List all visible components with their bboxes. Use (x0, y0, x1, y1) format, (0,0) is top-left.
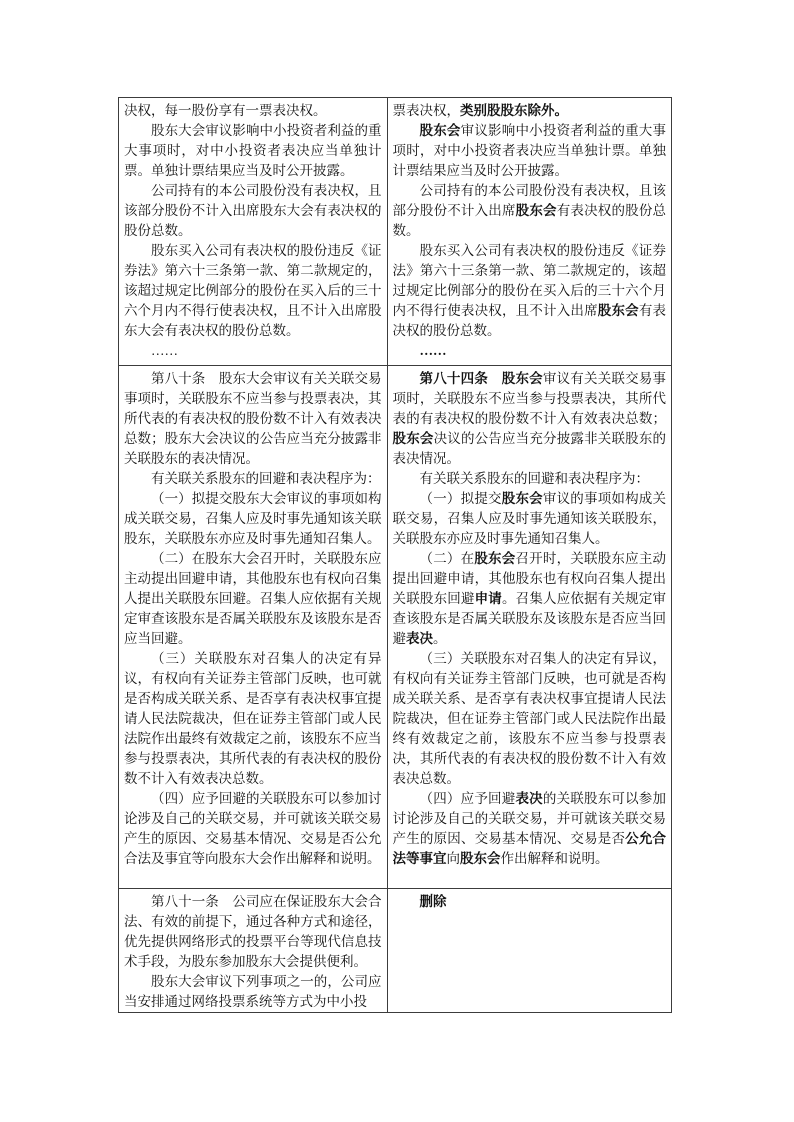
revised-text-segment: 类别股股东除外。 (460, 103, 569, 118)
revised-text-segment: 股东会 (392, 431, 434, 446)
clause-paragraph (393, 789, 666, 869)
revised-text-segment: 股东会 (474, 551, 516, 566)
text-segment: 有关联关系股东的回避和表决程序为： (151, 471, 381, 486)
text-segment: 审议有关关联交易事项时，关联股东不应当参与投票表决，其所代表的有表决权的股份数不计入有效表决总数； (392, 371, 667, 426)
revised-text-segment: 股东会 (501, 491, 543, 506)
text-segment: 作出解释和说明。 (500, 851, 609, 866)
clause-paragraph (393, 549, 666, 649)
clause-paragraph (393, 469, 666, 489)
clause-paragraph (124, 469, 382, 489)
text-segment: 股东大会审议影响中小投资者利益的重大事项时，对中小投资者表决应当单独计票。单独计票结果应当及时公开披露。 (124, 123, 382, 178)
text-segment: 召开时，关联股东应主动提出回避申请，其他股东也有权向召集人提出关联股东回避 (392, 551, 667, 606)
table-row (119, 98, 672, 366)
revised-clause-cell (388, 366, 672, 889)
clause-paragraph (124, 972, 382, 1012)
clause-comparison-table (118, 97, 672, 1013)
revised-text-segment: 股东会 (597, 303, 639, 318)
text-segment: 有关联关系股东的回避和表决程序为： (419, 471, 650, 486)
clause-paragraph (124, 892, 382, 972)
table-row (119, 366, 672, 889)
text-segment: 公司持有的本公司股份没有表决权，且该部分股份不计入出席股东大会有表决权的股份总数。 (124, 183, 382, 238)
clause-paragraph (124, 181, 382, 241)
text-segment: 有表决权的股份总数。 (392, 303, 667, 338)
text-segment: （一）拟提交股东大会审议的事项如构成关联交易，召集人应及时事先通知该关联股东，关联股东亦应及时事先通知召集人。 (124, 491, 382, 546)
text-segment: 第八十条 股东大会审议有关关联交易事项时，关联股东不应当参与投票表决，其所代表的有表决权的股份数不计入有效表决总数；股东大会决议的公告应当充分披露非关联股东的表决情况。 (124, 371, 382, 466)
text-segment: 决权，每一股份享有一票表决权。 (124, 103, 327, 118)
text-segment: （一）拟提交 (419, 491, 502, 506)
clause-paragraph (393, 649, 666, 789)
clause-paragraph (124, 489, 382, 549)
original-clause-cell (119, 366, 388, 889)
text-segment: 股东买入公司有表决权的股份违反《证券法》第六十三条第一款、第二款规定的，该超过规定比例部分的股份在买入后的三十六个月内不得行使表决权，且不计入出席股东大会有表决权的股份总数。 (124, 243, 382, 338)
clause-paragraph (393, 241, 666, 341)
text-segment: （四）应予回避 (419, 791, 516, 806)
revised-text-segment: 公允合法等事宜 (392, 831, 667, 866)
clause-paragraph (393, 181, 666, 241)
clause-paragraph (393, 369, 666, 469)
revised-text-segment: 股东会 (460, 851, 501, 866)
revised-text-segment: 删除 (419, 894, 447, 909)
text-segment: 有表决权的股份总数。 (392, 203, 667, 238)
text-segment: （三）关联股东对召集人的决定有异议，有权向有关证券主管部门反映，也可就是否构成关联关系、是否享有表决权事宜提请人民法院裁决，但在证券主管部门或人民法院作出最终有效裁定之前，该股东不应当参与投票表决，其所代表的有表决权的股份数不计入有效表决总数。 (392, 651, 666, 786)
text-segment: （二）在 (419, 551, 475, 566)
clause-paragraph (393, 892, 666, 912)
text-segment: 决议的公告应当充分披露非关联股东的表决情况。 (392, 431, 667, 466)
revised-text-segment: 第八十四条 股东会 (419, 371, 543, 386)
text-segment: （四）应予回避的关联股东可以参加讨论涉及自己的关联交易，并可就该关联交易产生的原因、交易基本情况、交易是否公允合法及事宜等向股东大会作出解释和说明。 (124, 791, 382, 866)
revised-text-segment: 股东会 (419, 123, 461, 138)
clause-paragraph (124, 789, 382, 869)
original-clause-cell (119, 889, 388, 1013)
text-segment: （三）关联股东对召集人的决定有异议，有权向有关证券主管部门反映，也可就是否构成关联关系、是否享有表决权事宜提请人民法院裁决，但在证券主管部门或人民法院作出最终有效裁定之前，该股东不应当参与投票表决，其所代表的有表决权的股份数不计入有效表决总数。 (124, 651, 382, 786)
clause-paragraph (124, 369, 382, 469)
clause-paragraph (124, 549, 382, 649)
clause-paragraph (393, 341, 666, 361)
text-segment: 向 (446, 851, 461, 866)
revised-text-segment: 表决 (406, 631, 434, 646)
text-segment: 。召集人应依据有关规定审查该股东是否属关联股东及该股东是否应当回避 (392, 591, 667, 646)
clause-paragraph (393, 489, 666, 549)
clause-paragraph (124, 241, 382, 341)
revised-text-segment: …… (419, 343, 447, 358)
revised-text-segment: 股东会 (515, 203, 557, 218)
original-clause-cell (119, 98, 388, 366)
clause-paragraph (124, 121, 382, 181)
text-segment: 审议影响中小投资者利益的重大事项时，对中小投资者表决应当单独计票。单独计票结果应当及时公开披露。 (392, 123, 667, 178)
revised-text-segment: 申请 (474, 591, 502, 606)
text-segment: 的关联股东可以参加讨论涉及自己的关联交易，并可就该关联交易产生的原因、交易基本情况、交易是否 (392, 791, 667, 846)
revised-clause-cell (388, 889, 672, 1013)
text-segment: 股东大会审议下列事项之一的，公司应当安排通过网络投票系统等方式为中小投 (124, 974, 382, 1009)
clause-paragraph (393, 101, 666, 121)
table-row (119, 889, 672, 1013)
text-segment: …… (151, 343, 178, 358)
text-segment: 公司持有的本公司股份没有表决权，且该部分股份不计入出席 (392, 183, 666, 218)
clause-paragraph (393, 121, 666, 181)
revised-text-segment: 表决 (515, 791, 543, 806)
text-segment: 股东买入公司有表决权的股份违反《证券法》第六十三条第一款、第二款规定的，该超过规定比例部分的股份在买入后的三十六个月内不得行使表决权，且不计入出席 (392, 243, 666, 318)
revised-clause-cell (388, 98, 672, 366)
text-segment: （二）在股东大会召开时，关联股东应主动提出回避申请，其他股东也有权向召集人提出关联股东回避。召集人应依据有关规定审查该股东是否属关联股东及该股东是否应当回避。 (124, 551, 382, 646)
text-segment: 第八十一条 公司应在保证股东大会合法、有效的前提下，通过各种方式和途径，优先提供网络形式的投票平台等现代信息技术手段，为股东参加股东大会提供便利。 (124, 894, 382, 969)
text-segment: 。 (433, 631, 447, 646)
clause-paragraph (124, 649, 382, 789)
clause-paragraph (124, 101, 382, 121)
clause-paragraph (124, 341, 382, 361)
text-segment: 票表决权， (392, 103, 461, 118)
text-segment: 审议的事项如构成关联交易，召集人应及时事先通知该关联股东，关联股东亦应及时事先通知召集人。 (392, 491, 667, 546)
